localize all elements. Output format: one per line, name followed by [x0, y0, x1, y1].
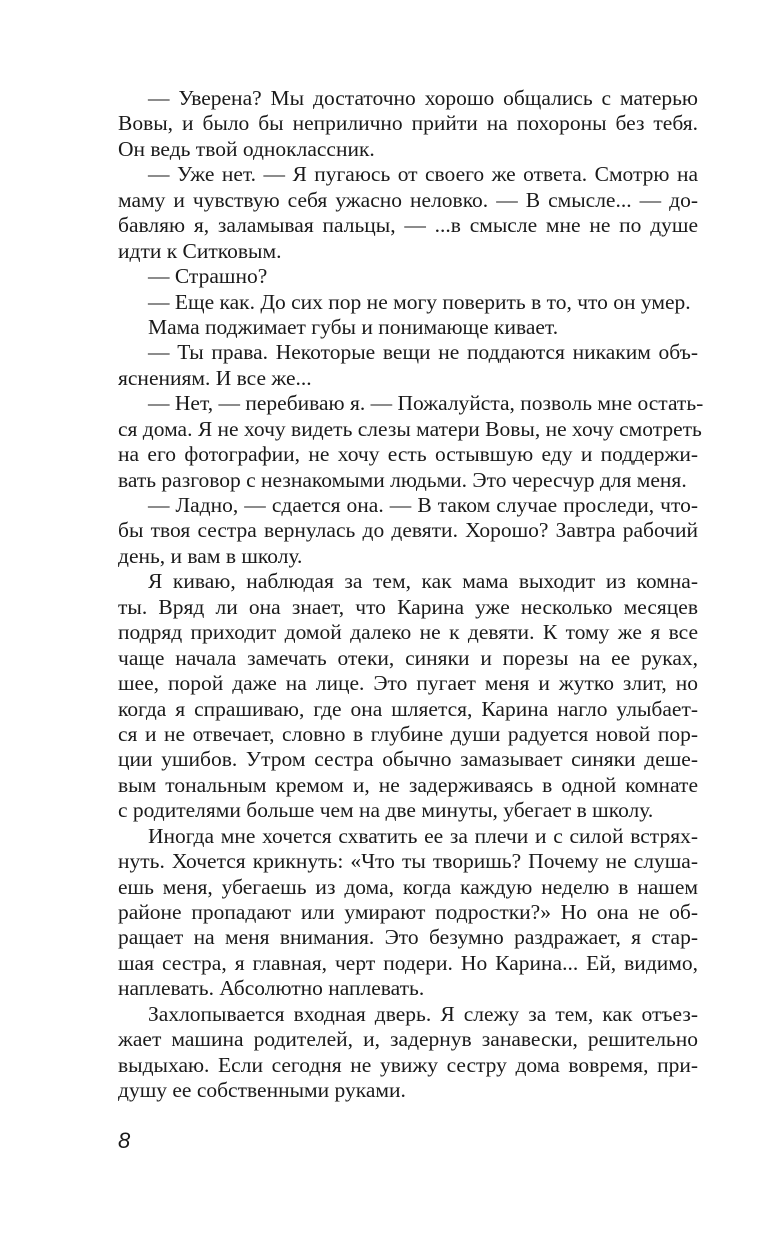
text-line: — Ладно, — сдается она. — В таком случае проследи, что-: [148, 493, 698, 517]
page-number: 8: [118, 1128, 131, 1153]
text-line: Я киваю, наблюдая за тем, как мама выходит из комна-: [148, 569, 698, 594]
text-line: шая сестра, я главная, черт подери. Но Карина... Ей, видимо,: [118, 950, 698, 975]
text-line: районе пропадают или умирают подростки?» Но она не об-: [118, 900, 698, 924]
text-line: наплевать. Абсолютно наплевать.: [118, 976, 425, 1001]
text-line: ции ушибов. Утром сестра обычно замазывает синяки деше-: [118, 747, 698, 772]
text-line: ешь меня, убегаешь из дома, когда каждую неделю в нашем: [118, 874, 698, 899]
text-line: вым тональным кремом и, не задерживаясь в одной комнате: [118, 772, 698, 797]
text-line: Захлопывается входная дверь. Я слежу за тем, как отъез-: [148, 1001, 698, 1026]
text-line: жает машина родителей, и, задернув занавески, решительно: [118, 1027, 698, 1052]
text-line: яснениям. И все же...: [118, 365, 312, 390]
text-line: Иногда мне хочется схватить ее за плечи и с силой встрях-: [148, 823, 698, 848]
text-line: ся дома. Я не хочу видеть слезы матери Вовы, не хочу смотреть: [118, 416, 702, 441]
text-line: — Ты права. Некоторые вещи не поддаются никаким объ-: [148, 340, 698, 365]
text-line: шее, порой даже на лице. Это пугает меня и жутко злит, но: [118, 671, 698, 696]
text-line: Вовы, и было бы неприлично прийти на похороны без тебя.: [118, 111, 698, 136]
text-line: — Еще как. До сих пор не могу поверить в то, что он умер.: [148, 289, 691, 314]
text-line: когда я спрашиваю, где она шляется, Карина нагло улыбает-: [118, 696, 698, 721]
text-line: — Страшно?: [148, 264, 268, 289]
text-line: вать разговор с незнакомыми людьми. Это чересчур для меня.: [118, 467, 687, 492]
text-line: с родителями больше чем на две минуты, убегает в школу.: [118, 798, 654, 823]
text-line: ты. Вряд ли она знает, что Карина уже несколько месяцев: [118, 594, 698, 619]
text-line: выдыхаю. Если сегодня не увижу сестру дома вовремя, при-: [118, 1052, 698, 1077]
text-line: бавляю я, заламывая пальцы, — ...в смысле мне не по душе: [118, 213, 698, 238]
text-line: — Нет, — перебиваю я. — Пожалуйста, позволь мне остать-: [148, 391, 704, 416]
text-line: чаще начала замечать отеки, синяки и порезы на ее руках,: [118, 645, 698, 670]
text-line: день, и вам в школу.: [118, 543, 303, 568]
text-line: — Уже нет. — Я пугаюсь от своего же ответа. Смотрю на: [148, 162, 698, 187]
text-line: бы твоя сестра вернулась до девяти. Хорошо? Завтра рабочий: [118, 518, 698, 543]
text-line: Он ведь твой одноклассник.: [118, 136, 375, 161]
text-line: душу ее собственными руками.: [118, 1078, 406, 1103]
text-line: маму и чувствую себя ужасно неловко. — В смысле... — до-: [118, 187, 698, 212]
text-line: ся и не отвечает, словно в глубине души радуется новой пор-: [118, 721, 698, 746]
text-line: Мама поджимает губы и понимающе кивает.: [148, 314, 559, 339]
text-line: подряд приходит домой далеко не к девяти. К тому же я все: [118, 620, 698, 645]
text-line: ращает на меня внимания. Это безумно раздражает, я стар-: [118, 925, 698, 950]
text-line: — Уверена? Мы достаточно хорошо общались с матерью: [148, 86, 698, 110]
text-line: идти к Ситковым.: [118, 238, 282, 263]
text-line: на его фотографии, не хочу есть остывшую еду и поддержи-: [118, 442, 698, 467]
text-line: нуть. Хочется крикнуть: «Что ты творишь? Почему не слуша-: [118, 849, 698, 874]
body-text: [118, 86, 704, 1104]
